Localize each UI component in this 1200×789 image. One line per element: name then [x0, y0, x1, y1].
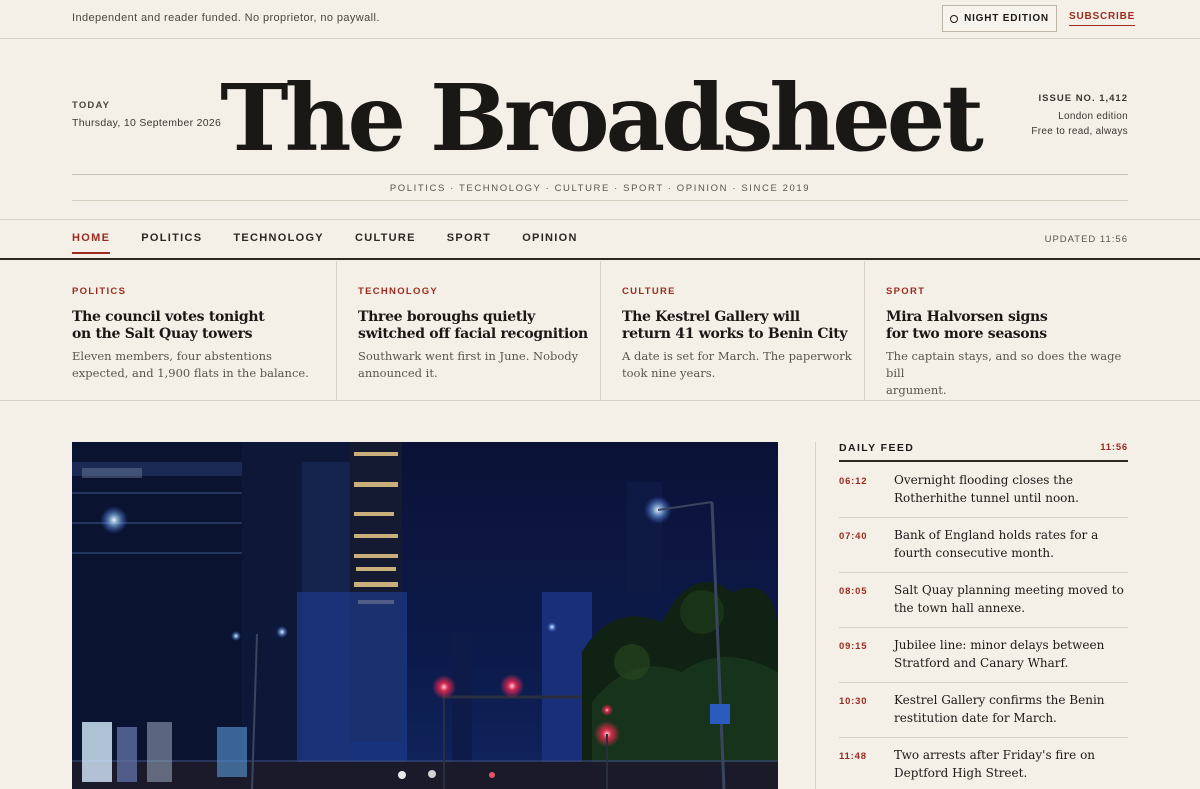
feed-item-time: 10:30 [839, 696, 868, 707]
story-category[interactable]: CULTURE [622, 286, 676, 297]
feed-item-text[interactable]: Jubilee line: minor delays between Stratford and Canary Wharf. [894, 638, 1105, 670]
story-card[interactable] [600, 261, 864, 401]
feed-item-time: 06:12 [839, 476, 868, 487]
story-headline[interactable]: Three boroughs quietly switched off facial recognition [358, 309, 588, 342]
today-date: Thursday, 10 September 2026 [72, 117, 222, 129]
nav-item-sport[interactable]: SPORT [446, 232, 492, 244]
feed-item[interactable] [839, 683, 1128, 738]
edition-info [1031, 109, 1128, 139]
divider [0, 219, 1200, 220]
nav-item-politics[interactable]: POLITICS [141, 232, 203, 244]
feed-item-time: 08:05 [839, 586, 868, 597]
divider [72, 174, 1128, 175]
story-headline[interactable]: Mira Halvorsen signs for two more seasons [886, 309, 1048, 342]
divider [815, 442, 816, 789]
story-category[interactable]: TECHNOLOGY [358, 286, 439, 297]
main-nav [72, 232, 609, 254]
issue-number: ISSUE NO. 1,412 [1038, 93, 1128, 104]
night-street-illustration [72, 442, 778, 789]
feed-item[interactable] [839, 463, 1128, 518]
daily-feed-time: 11:56 [1100, 442, 1128, 453]
edition-tagline: Free to read, always [1031, 126, 1128, 137]
tagline: Independent and reader funded. No proprietor, no paywall. [72, 12, 380, 24]
lead-story-image[interactable] [72, 442, 778, 789]
feed-item-time: 09:15 [839, 641, 868, 652]
daily-feed-header [839, 442, 1128, 454]
feed-item-text[interactable]: Overnight flooding closes the Rotherhithe tunnel until noon. [894, 473, 1079, 505]
story-category[interactable]: POLITICS [72, 286, 127, 297]
edition-line: London edition [1058, 111, 1128, 122]
story-category[interactable]: SPORT [886, 286, 926, 297]
story-headline[interactable]: The council votes tonight on the Salt Quay towers [72, 309, 265, 342]
daily-feed-list [839, 463, 1128, 789]
top-stories [0, 261, 1200, 401]
story-dek: Eleven members, four abstentions expected, and 1,900 flats in the balance. [72, 349, 309, 380]
nav-item-opinion[interactable]: OPINION [522, 232, 578, 244]
feed-item-time: 11:48 [839, 751, 867, 762]
nav-item-culture[interactable]: CULTURE [354, 232, 416, 244]
masthead-logo[interactable]: The Broadsheet [220, 64, 980, 172]
night-edition-label: NIGHT EDITION [964, 13, 1049, 24]
feed-item-time: 07:40 [839, 531, 868, 542]
nav-item-home[interactable]: HOME [72, 232, 110, 254]
story-headline[interactable]: The Kestrel Gallery will return 41 works to Benin City [622, 309, 848, 342]
story-dek: Southwark went first in June. Nobody announced it. [358, 349, 579, 380]
story-card[interactable] [336, 261, 600, 401]
feed-item[interactable] [839, 518, 1128, 573]
feed-item[interactable] [839, 573, 1128, 628]
feed-item-text[interactable]: Two arrests after Friday's fire on Deptford High Street. [894, 748, 1096, 780]
feed-item[interactable] [839, 628, 1128, 683]
story-dek: The captain stays, and so does the wage bill argument. [886, 349, 1122, 397]
night-edition-button[interactable] [942, 5, 1057, 32]
circle-outline-icon [950, 15, 958, 23]
daily-feed-title: DAILY FEED [839, 442, 915, 454]
top-bar [0, 0, 1200, 39]
story-card[interactable] [72, 261, 336, 401]
nav-item-technology[interactable]: TECHNOLOGY [233, 232, 324, 244]
today-label: TODAY [72, 100, 111, 111]
feed-item[interactable] [839, 738, 1128, 789]
feed-item-text[interactable]: Salt Quay planning meeting moved to the town hall annexe. [894, 583, 1124, 615]
updated-time: UPDATED 11:56 [1044, 234, 1128, 245]
divider [839, 460, 1128, 462]
story-dek: A date is set for March. The paperwork took nine years. [622, 349, 852, 380]
subscribe-link[interactable]: SUBSCRIBE [1069, 11, 1135, 26]
divider [0, 258, 1200, 260]
feed-item-text[interactable]: Bank of England holds rates for a fourth consecutive month. [894, 528, 1099, 560]
feed-item-text[interactable]: Kestrel Gallery confirms the Benin restitution date for March. [894, 693, 1105, 725]
story-card[interactable] [864, 261, 1128, 401]
divider [72, 200, 1128, 201]
masthead-sections: POLITICS · TECHNOLOGY · CULTURE · SPORT · OPINION · SINCE 2019 [389, 183, 811, 194]
